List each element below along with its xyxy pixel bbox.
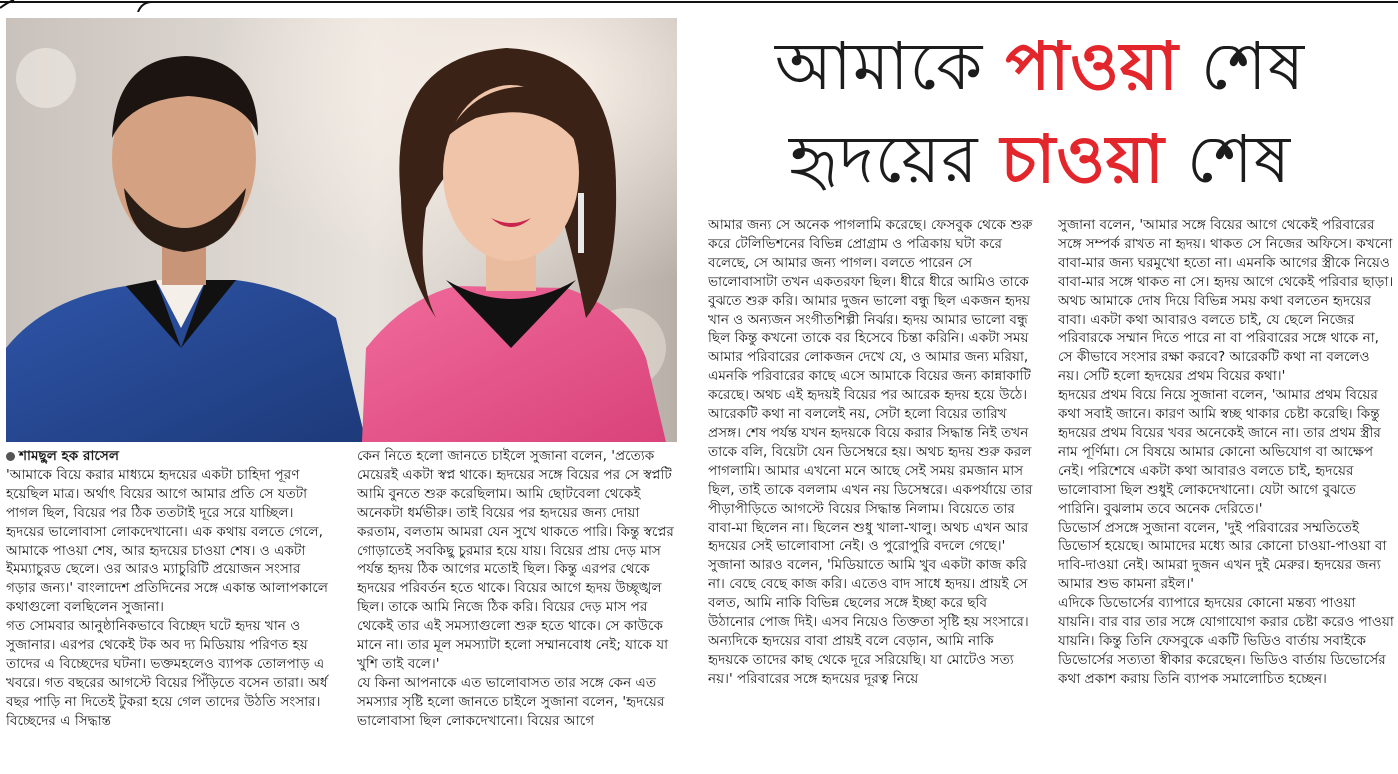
byline <box>6 447 333 466</box>
article-paragraph: এদিকে ডিভোর্সের ব্যাপারে হৃদয়ের কোনো মন্তব্য পাওয়া যায়নি। বার বার তার সঙ্গে যোগাযোগ করার চেষ্টা করেও পাওয়া যায়নি। কিন্তু তিনি ফেসবুকে একটি ভিডিও বার্তায় সবাইকে ডিভোর্সের সত্যতা স্বীকার করেছেন। ভিডিও বার্তায় ডিভোর্সের কথা প্রকাশ করায় তিনি ব্যাপক সমালোচিত হচ্ছেন। <box>1058 595 1394 687</box>
article-paragraph: আমার জন্য সে অনেক পাগলামি করেছে। ফেসবুক থেকে শুরু করে টেলিভিশনের বিভিন্ন প্রোগ্রাম ও পত্রিকায় ঘটা করে বলেছে, সে আমার জন্য পাগল। বলতে পারেন সে ভালোবাসাটা তখন একতরফা ছিল। ধীরে ধীরে আমিও তাকে বুঝতে শুরু করি। আমার দুজন ভালো বন্ধু ছিল একজন হৃদয় খান ও অন্যজন সংগীতশিল্পী নির্ঝর। হৃদয় আমার ভালো বন্ধু ছিল কিন্তু কখনো তাকে বর হিসেবে চিন্তা করিনি। একটা সময় আমার পরিবারের লোকজন দেখে যে, ও আমার জন্য মরিয়া, এমনকি পরিবারের কাছে এসে আমাকে বিয়ের জন্য কান্নাকাটি করেছে। অথচ এই হৃদয়ই বিয়ের পর আরেক হৃদয় হয়ে উঠে। আরেকটি কথা না বললেই নয়, সেটা হলো বিয়ের তারিখ প্রসঙ্গ। শেষ পর্যন্ত যখন হৃদয়কে বিয়ে করার সিদ্ধান্ত নিই তখন তাকে বলি, বিয়েটা যেন ডিসেম্বরে হয়। অথচ হৃদয় শুরু করল পাগলামি। আমার এখনো মনে আছে সেই সময় রমজান মাস ছিল, তাই তাকে বললাম এখন নয় ডিসেম্বরে। একপর্যায়ে তার পীড়াপীড়িতে আগস্টে বিয়ের সিদ্ধান্ত নিলাম। বিয়েতে তার বাবা-মা ছিলেন না। ছিলেন শুধু খালা-খালু। অথচ এখন আর হৃদয়ের সেই ভালোবাসা নেই। ও পুরোপুরি বদলে গেছে।' <box>708 217 1033 555</box>
article-paragraph: সুজানা আরও বলেন, 'মিডিয়াতে আমি খুব একটা কাজ করি না। বেছে বেছে কাজ করি। এতেও বাদ সাধে হৃদয়। প্রায়ই সে বলত, আমি নাকি বিভিন্ন ছেলের সঙ্গে ইচ্ছা করে ছবি উঠানোর পোজ দিই। এসব নিয়েও তিক্ততা সৃষ্টি হয় সংসারে। অন্যদিকে হৃদয়ের বাবা প্রায়ই বলে বেড়ান, আমি নাকি হৃদয়কে তাদের কাছ থেকে দূরে সরিয়েছি। যা মোটেও সত্য নয়।' পরিবারের সঙ্গে হৃদয়ের দূরত্ব নিয়ে <box>708 557 1029 687</box>
headline-text: হৃদয়ের <box>788 121 1001 198</box>
headline-line-2 <box>690 113 1390 206</box>
headline-line-1 <box>690 20 1390 113</box>
article-column-2 <box>357 447 684 774</box>
top-frame-rule <box>0 0 1398 12</box>
article-column-3 <box>708 216 1038 774</box>
article-paragraph: 'আমাকে বিয়ে করার মাধ্যমে হৃদয়ের একটা চাহিদা পূরণ হয়েছিল মাত্র। অর্থাৎ বিয়ের আগে আমার প্রতি সে যতটা পাগল ছিল, বিয়ের পর ঠিক ততটাই দূরে সরে যাচ্ছিল। হৃদয়ের ভালোবাসা লোকদেখানো। এক কথায় বলতে গেলে, আমাকে পাওয়া শেষ, আর হৃদয়ের চাওয়া শেষ। ও একটা ইমম্যাচুরড ছেলে। ওর আরও ম্যাচুরিটি প্রয়োজন সংসার গড়ার জন্য।' বাংলাদেশ প্রতিদিনের সঙ্গে একান্ত আলাপকালে কথাগুলো বলছিলেন সুজানা। <box>6 466 328 616</box>
byline-text: শামছুল হক রাসেল <box>19 448 120 464</box>
headline-text: শেষ <box>1164 121 1292 198</box>
bullet-icon <box>6 452 15 461</box>
article-paragraph: হৃদয়ের প্রথম বিয়ে নিয়ে সুজানা বলেন, 'আমার প্রথম বিয়ের কথা সবাই জানে। কারণ আমি স্বচ্ছ থাকার চেষ্টা করেছি। কিন্তু হৃদয়ের প্রথম বিয়ের খবর অনেকেই জানে না। তার প্রথম স্ত্রীর নাম পূর্ণিমা। সে বিষয়ে আমার কোনো অভিযোগ বা আক্ষেপ নেই। পরিশেষে একটা কথা আবারও বলতে চাই, হৃদয়ের ভালোবাসা ছিল শুধুই লোকদেখানো। যেটা আগে বুঝতে পারিনি। বুঝলাম তবে অনেক দেরিতে।' <box>1058 387 1381 517</box>
headline <box>690 20 1390 210</box>
article-paragraph: সুজানা বলেন, 'আমার সঙ্গে বিয়ের আগে থেকেই পরিবারের সঙ্গে সম্পর্ক রাখত না হৃদয়। থাকত সে নিজের অফিসে। কখনো বাবা-মার জন্য ঘরমুখো হতো না। এমনকি আগের স্ত্রীকে নিয়েও বাবা-মার সঙ্গে থাকত না সে। হৃদয় আগে থেকেই পরিবার ছাড়া। অথচ আমাকে দোষ দিয়ে বিভিন্ন সময় কথা বলতেন হৃদয়ের বাবা। একটা কথা আবারও বলতে চাই, যে ছেলে নিজের পরিবারকে সম্মান দিতে পারে না বা পরিবারের সঙ্গে থাকে না, সে কীভাবে সংসার রক্ষা করবে? আরেকটি কথা না বললেও নয়। সেটি হলো হৃদয়ের প্রথম বিয়ের কথা।' <box>1058 217 1394 385</box>
headline-text: শেষ <box>1178 28 1306 105</box>
headline-accent-text: পাওয়া <box>1005 27 1179 105</box>
couple-photo <box>6 18 677 442</box>
headline-accent-text: চাওয়া <box>1000 120 1165 198</box>
couple-photo-illustration <box>6 18 677 442</box>
article-paragraph: কেন নিতে হলো জানতে চাইলে সুজানা বলেন, 'প্রত্যেক মেয়েরই একটা স্বপ্ন থাকে। হৃদয়ের সঙ্গে বিয়ের পর সে স্বপ্নটি আমি বুনতে শুরু করেছিলাম। আমি ছোটবেলা থেকেই অনেকটা ধর্মভীরু। তাই বিয়ের পর হৃদয়ের জন্য দোয়া করতাম, বলতাম আমরা যেন সুখে থাকতে পারি। কিন্তু স্বপ্নের গোড়াতেই সবকিছু চুরমার হয়ে যায়। বিয়ের প্রায় দেড় মাস পর্যন্ত হৃদয় ঠিক আগের মতোই ছিল। কিন্তু এরপর থেকে হৃদয়ের পরিবর্তন হতে থাকে। বিয়ের আগে হৃদয় উচ্ছৃঙ্খল ছিল। তাকে আমি নিজে ঠিক করি। বিয়ের দেড় মাস পর থেকেই তার এই সমস্যাগুলো শুরু হতে থাকে। সে কাউকে মানে না। তার মূল সমস্যাটা হলো সম্মানবোধ নেই; যাকে যা খুশি তাই বলে।' <box>357 448 674 672</box>
article-paragraph: ডিভোর্স প্রসঙ্গে সুজানা বলেন, 'দুই পরিবারের সম্মতিতেই ডিভোর্স হয়েছে। আমাদের মধ্যে আর কোনো চাওয়া-পাওয়া বা দাবি-দাওয়া নেই। আমরা দুজন এখন দুই মেরুর। হৃদয়ের জন্য আমার শুভ কামনা রইল।' <box>1058 519 1387 593</box>
article-paragraph: যে কিনা আপনাকে এত ভালোবাসত তার সঙ্গে কেন এত সমস্যার সৃষ্টি হলো জানতে চাইলে সুজানা বলেন, 'হৃদয়ের ভালোবাসা ছিল লোকদেখানো। বিয়ের আগে <box>357 674 665 729</box>
article-column-1 <box>6 447 333 774</box>
article-paragraph: গত সোমবার আনুষ্ঠানিকভাবে বিচ্ছেদ ঘটে হৃদয় খান ও সুজানার। এরপর থেকেই টক অব দ্য মিডিয়ায় পরিণত হয় তাদের এ বিচ্ছেদের ঘটনা। ভক্তমহলেও ব্যাপক তোলপাড় এ খবরে। গত বছরের আগস্টে বিয়ের পিঁড়িতে বসেন তারা। অর্ধ বছর পাড়ি না দিতেই টুকরা হয়ে গেল তাদের উঠতি সংসার। বিচ্ছেদের এ সিদ্ধান্ত <box>6 618 328 729</box>
headline-text: আমাকে <box>774 28 1006 105</box>
article-column-4 <box>1058 216 1394 774</box>
